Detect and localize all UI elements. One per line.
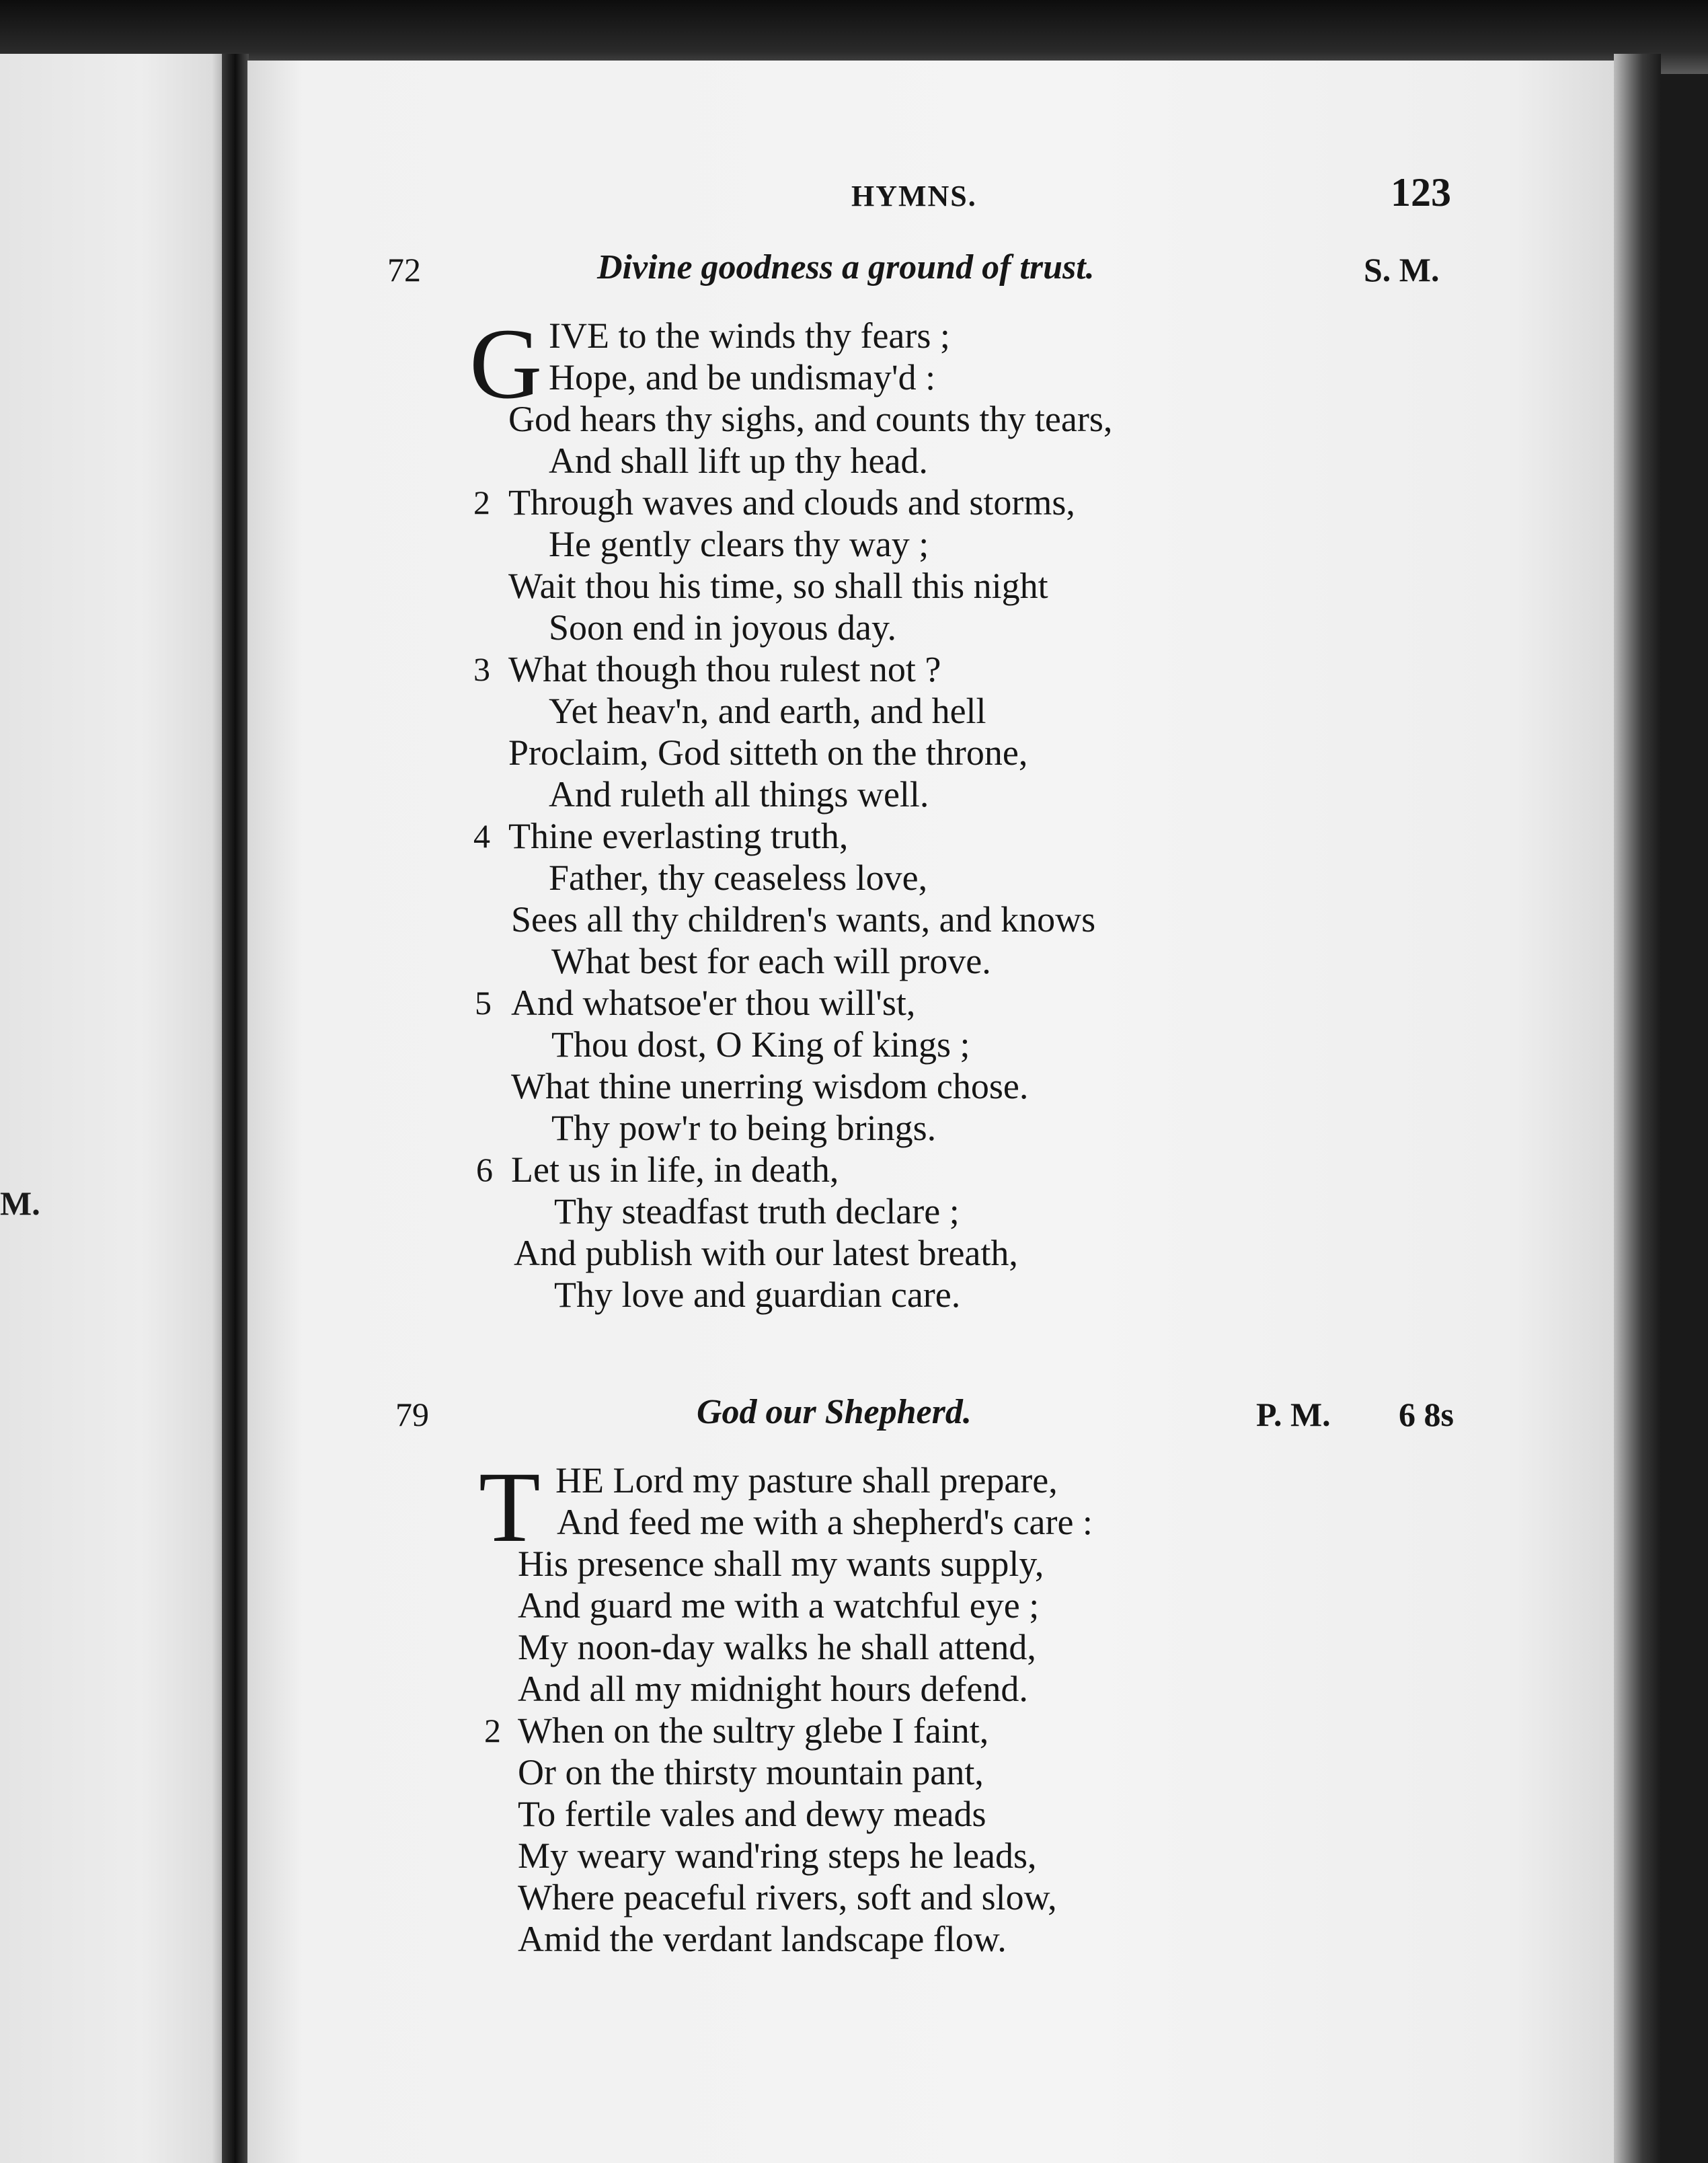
verse-number: 5 [475,984,492,1022]
hymn-meter: S. M. [1364,251,1440,289]
running-title: HYMNS. [851,180,977,213]
verse-number: 2 [484,1712,501,1749]
verse-line: To fertile vales and dewy meads [518,1794,986,1834]
verse-line: Through waves and clouds and storms, [508,482,1075,523]
first-line: HE Lord my pasture shall prepare, [555,1460,1058,1501]
verse-line: Thou dost, O King of kings ; [551,1024,970,1065]
verse-line: Yet heav'n, and earth, and hell [549,691,986,731]
verse-number: 6 [476,1151,493,1188]
verse-line: Where peaceful rivers, soft and slow, [518,1877,1057,1918]
verse-line: Amid the verdant landscape flow. [518,1919,1007,1959]
verse-line: Thine everlasting truth, [508,816,849,856]
verse-line: Thy pow'r to being brings. [551,1108,937,1148]
verse-line: Let us in life, in death, [511,1149,839,1190]
verse-line: And publish with our latest breath, [514,1233,1018,1273]
hymn-number: 79 [395,1396,429,1433]
verse-line: He gently clears thy way ; [549,524,929,564]
left-page [0,54,235,2163]
hymn-meter: P. M. [1256,1396,1331,1433]
verse-line: My weary wand'ring steps he leads, [518,1835,1037,1876]
verse-line: My noon-day walks he shall attend, [518,1627,1036,1667]
verse-number: 3 [473,650,490,688]
drop-cap: G [469,308,543,420]
book-gutter [222,54,249,2163]
verse-line: What thine unerring wisdom chose. [511,1066,1029,1106]
verse-line: Thy steadfast truth declare ; [554,1191,960,1231]
verse-line: When on the sultry glebe I faint, [518,1710,989,1751]
page-number: 123 [1391,170,1451,215]
verse-line: God hears thy sighs, and counts thy tears, [508,399,1113,439]
hymn-number: 72 [387,251,421,289]
hymn-title: God our Shepherd. [697,1393,972,1431]
verse-line: And shall lift up thy head. [549,441,928,481]
verse-line: What best for each will prove. [551,941,991,981]
verse-line: Thy love and guardian care. [554,1275,961,1315]
verse-line: His presence shall my wants supply, [518,1544,1044,1584]
verse-line: Wait thou his time, so shall this night [508,566,1048,606]
verse-line: Or on the thirsty mountain pant, [518,1752,984,1792]
verse-line: Soon end in joyous day. [549,607,896,648]
verse-line: And guard me with a watchful eye ; [518,1585,1040,1626]
verse-line: And whatsoe'er thou will'st, [511,983,916,1023]
drop-cap: T [479,1451,541,1563]
verse-line: What though thou rulest not ? [508,649,941,689]
verse-line: And all my midnight hours defend. [518,1669,1028,1709]
right-page [247,61,1626,2163]
verse-number: 2 [473,484,490,521]
verse-line: Sees all thy children's wants, and knows [511,899,1096,940]
verse-line: Hope, and be undismay'd : [549,357,936,397]
first-line: IVE to the winds thy fears ; [549,315,950,356]
verse-line: Proclaim, God sitteth on the throne, [508,732,1028,773]
verse-line: And ruleth all things well. [549,774,929,814]
hymn-meter-extra: 6 8s [1399,1396,1454,1433]
verse-number: 4 [473,817,490,855]
verse-line: Father, thy ceaseless love, [549,858,928,898]
hymn-title: Divine goodness a ground of trust. [597,248,1095,287]
verse-line: And feed me with a shepherd's care : [557,1502,1093,1542]
left-margin-mark: M. [0,1184,40,1222]
page-edge [1614,54,1661,2163]
